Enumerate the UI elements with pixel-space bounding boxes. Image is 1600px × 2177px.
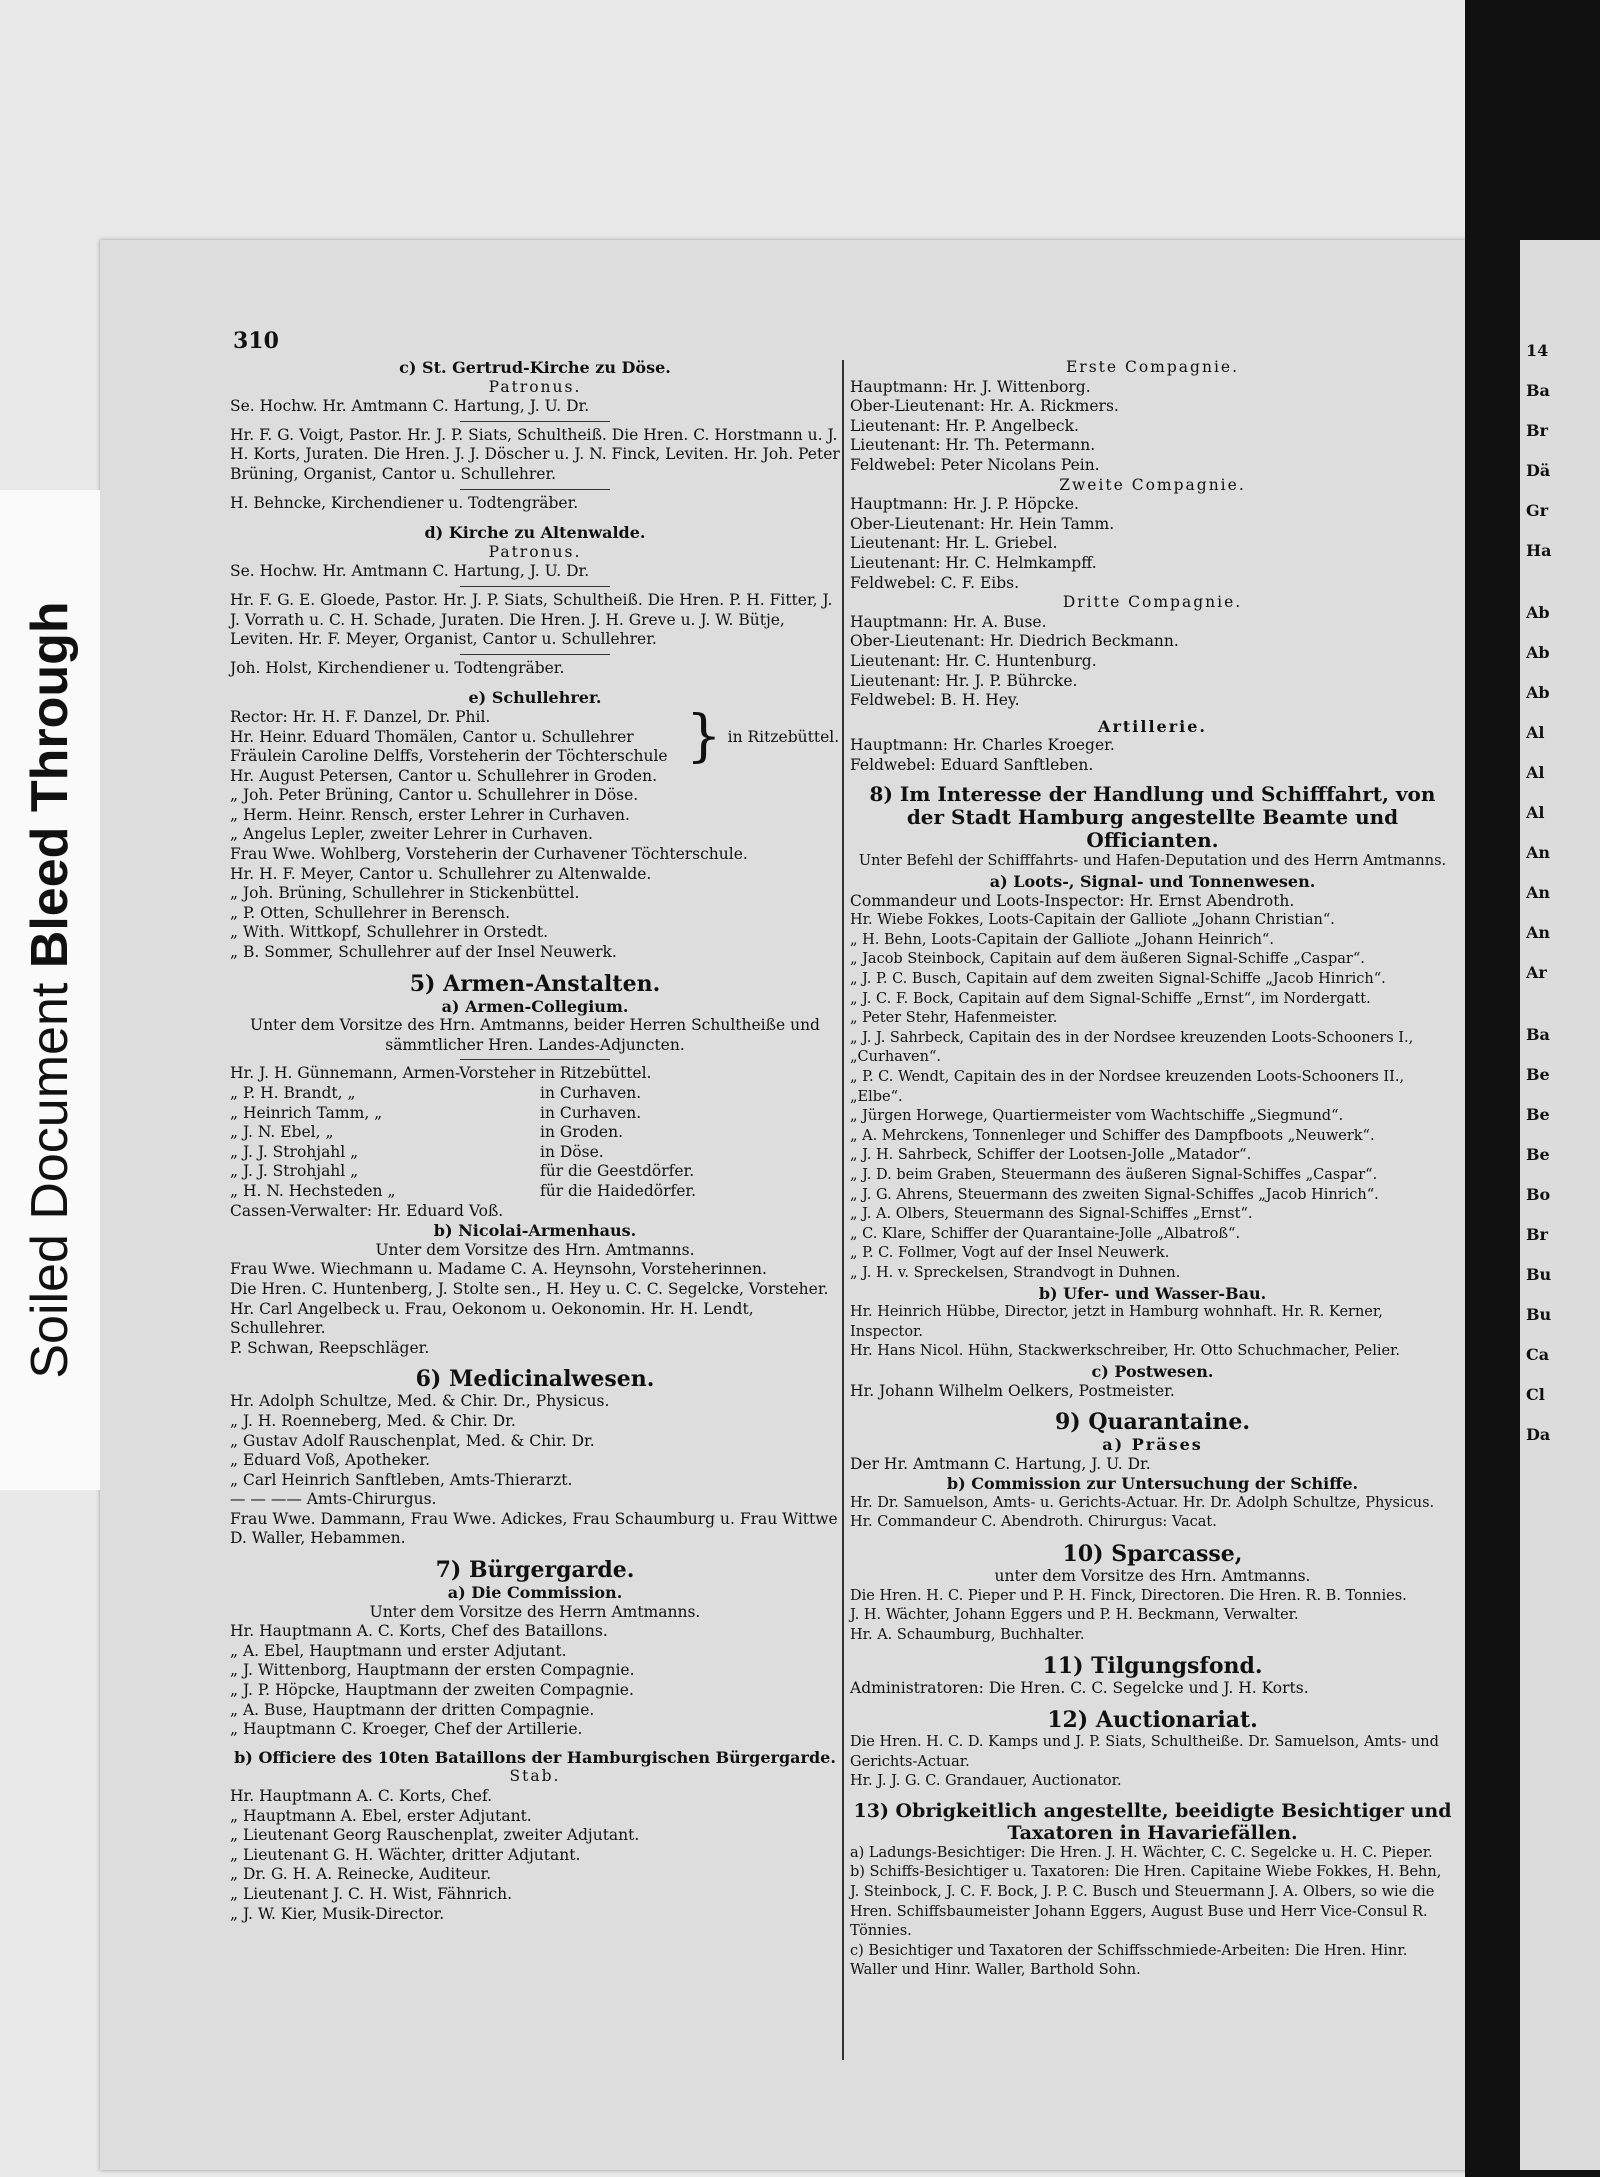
teacher-line: Hr. Heinr. Eduard Thomälen, Cantor u. Schullehrer — [230, 727, 634, 746]
list-item: Hauptmann: Hr. A. Buse. — [850, 612, 1047, 631]
heading-auction: 12) Auctionariat. — [1047, 1707, 1258, 1734]
heading-officers: b) Officiere des 10ten Bataillons der Hamburgischen Bürgergarde. — [234, 1747, 836, 1767]
church-servant-line: H. Behncke, Kirchendiener u. Todtengräber. — [230, 493, 579, 512]
savings-intro: unter dem Vorsitze des Hrn. Amtmanns. — [994, 1567, 1311, 1586]
nicolai-intro: Unter dem Vorsitze des Hrn. Amtmanns. — [375, 1240, 695, 1259]
warden-name: „ H. N. Hechsteden „ — [230, 1181, 396, 1200]
warden-name: „ P. H. Brandt, „ — [230, 1084, 356, 1102]
warden-place: in Döse. — [540, 1142, 604, 1161]
post-line: Hr. Johann Wilhelm Oelkers, Postmeister. — [850, 1381, 1175, 1400]
auction-list — [850, 1733, 1455, 1792]
shore-list — [850, 1303, 1455, 1362]
ship-commission-list — [850, 1494, 1455, 1533]
list-item: Feldwebel: Eduard Sanftleben. — [850, 755, 1094, 774]
facing-page-text: Bo — [1526, 1185, 1551, 1204]
warden-name: „ J. J. Strohjahl „ — [230, 1142, 359, 1161]
list-item: „ J. P. C. Busch, Capitain auf dem zweiten Signal-Schiffe „Jacob Hinrich“. — [850, 971, 1386, 988]
sinking-fund-line: Administratoren: Die Hren. C. C. Segelcke und J. H. Korts. — [850, 1679, 1309, 1698]
poor-college-intro: Unter dem Vorsitze des Hrn. Amtmanns, beider Herren Schultheiße und sämmtlicher Hren. Landes-Adjuncten. — [250, 1016, 820, 1054]
list-item: Die Hren. H. C. Pieper und P. H. Finck, Directoren. Die Hren. R. B. Tonnies. — [850, 1587, 1407, 1604]
heading-gertrud-church: c) St. Gertrud-Kirche zu Döse. — [399, 358, 671, 377]
facing-page-text: Ha — [1526, 541, 1552, 560]
list-item: „ Jürgen Horwege, Quartiermeister vom Wachtschiffe „Siegmund“. — [850, 1108, 1344, 1125]
warden-name: Hr. J. H. Günnemann, Armen-Vorsteher — [230, 1064, 536, 1083]
table-row — [230, 1123, 840, 1143]
divider — [460, 1059, 610, 1060]
facing-page-text: Cl — [1526, 1385, 1545, 1404]
list-item: „ J. H. Sahrbeck, Schiffer der Lootsen-Jolle „Matador“. — [850, 1147, 1252, 1164]
warden-place: in Curhaven. — [540, 1084, 642, 1102]
list-item: „ Dr. G. H. A. Reinecke, Auditeur. — [230, 1865, 492, 1884]
heading-school-teachers: e) Schullehrer. — [468, 688, 602, 708]
heading-shore-water: b) Ufer- und Wasser-Bau. — [1038, 1283, 1267, 1303]
list-item: „ A. Ebel, Hauptmann und erster Adjutant. — [230, 1641, 567, 1660]
facing-page-text: Bu — [1526, 1305, 1552, 1324]
list-item: Lieutenant: Hr. C. Helmkampff. — [850, 553, 1097, 572]
warden-name: „ Heinrich Tamm, „ — [230, 1103, 383, 1122]
list-item: Lieutenant: Hr. J. P. Bührcke. — [850, 671, 1078, 690]
teacher-line: Frau Wwe. Wohlberg, Vorsteherin der Curhavener Töchterschule. — [230, 845, 748, 864]
warden-place: für die Geestdörfer. — [540, 1162, 695, 1181]
heading-post: c) Postwesen. — [1091, 1361, 1214, 1381]
list-item: „ Gustav Adolf Rauschenplat, Med. & Chir. Dr. — [230, 1431, 595, 1450]
list-item: „ J. P. Höpcke, Hauptmann der zweiten Compagnie. — [230, 1681, 634, 1700]
teacher-bracket-lines — [230, 708, 680, 767]
facing-page-text: Ab — [1526, 683, 1550, 702]
savings-list — [850, 1587, 1455, 1646]
facing-page-text: Be — [1526, 1105, 1550, 1124]
warden-place: in Ritzebüttel. — [540, 1064, 652, 1083]
heading-civic-guard: 7) Bürgergarde. — [435, 1557, 635, 1584]
facing-page-text: Ab — [1526, 603, 1550, 622]
praeses-line: Der Hr. Amtmann C. Hartung, J. U. Dr. — [850, 1454, 1151, 1473]
list-item: Hr. Carl Angelbeck u. Frau, Oekonom u. Oekonomin. Hr. H. Lendt, Schullehrer. — [230, 1299, 754, 1338]
list-item: — — —— Amts-Chirurgus. — [230, 1490, 437, 1509]
list-item: „ J. A. Olbers, Steuermann des Signal-Schiffes „Ernst“. — [850, 1206, 1253, 1223]
facing-page-text: Ar — [1526, 963, 1547, 982]
list-item: Frau Wwe. Wiechmann u. Madame C. A. Heynsohn, Vorsteherinnen. — [230, 1260, 767, 1279]
facing-page-text: Be — [1526, 1145, 1550, 1164]
heading-pilots: a) Loots-, Signal- und Tonnenwesen. — [989, 872, 1316, 892]
trade-intro: Unter Befehl der Schifffahrts- und Hafen-Deputation und des Herrn Amtmanns. — [858, 853, 1447, 870]
facing-page-text: An — [1526, 923, 1551, 942]
list-item: Hauptmann: Hr. J. P. Höpcke. — [850, 495, 1079, 514]
list-item: „ A. Mehrckens, Tonnenleger und Schiffer des Dampfboots „Neuwerk“. — [850, 1127, 1375, 1144]
teacher-line: Rector: Hr. H. F. Danzel, Dr. Phil. — [230, 707, 491, 726]
teacher-line: Hr. August Petersen, Cantor u. Schullehrer in Groden. — [230, 766, 658, 785]
list-item: Ober-Lieutenant: Hr. Diedrich Beckmann. — [850, 632, 1179, 651]
first-company-list — [850, 378, 1455, 476]
list-item: „ J. Wittenborg, Hauptmann der ersten Compagnie. — [230, 1661, 635, 1680]
teacher-line: Fräulein Caroline Delffs, Vorsteherin der Töchterschule — [230, 747, 668, 766]
heading-commission: a) Die Commission. — [447, 1583, 623, 1603]
teacher-bracket-group — [230, 704, 840, 770]
heading-quarantine: 9) Quarantaine. — [1054, 1409, 1251, 1436]
list-item: „ J. G. Ahrens, Steuermann des zweiten Signal-Schiffes „Jacob Hinrich“. — [850, 1186, 1379, 1203]
teacher-line: „ P. Otten, Schullehrer in Berensch. — [230, 903, 511, 922]
list-item: „ J. W. Kier, Musik-Director. — [230, 1904, 445, 1923]
left-column — [230, 358, 840, 1924]
heading-poor-college: a) Armen-Collegium. — [441, 996, 629, 1016]
list-item: „ Lieutenant Georg Rauschenplat, zweiter Adjutant. — [230, 1826, 640, 1845]
teacher-line: „ Joh. Peter Brüning, Cantor u. Schullehrer in Döse. — [230, 786, 639, 805]
heading-inspectors: 13) Obrigkeitlich angestellte, beeidigte Besichtiger und Taxatoren in Havariefällen. — [853, 1799, 1452, 1844]
table-row — [230, 1162, 840, 1182]
list-item: „ H. Behn, Loots-Capitain der Galliote „Johann Heinrich“. — [850, 931, 1274, 948]
list-item: „ Peter Stehr, Hafenmeister. — [850, 1010, 1058, 1027]
condition-text — [20, 601, 80, 1378]
list-item: Hr. J. J. G. C. Grandauer, Auctionator. — [850, 1773, 1122, 1790]
list-item: „ J. H. v. Spreckelsen, Strandvogt in Duhnen. — [850, 1264, 1181, 1281]
list-item: Die Hren. C. Huntenberg, J. Stolte sen., H. Hey u. C. C. Segelcke, Vorsteher. — [230, 1279, 829, 1298]
list-item: Hr. Commandeur C. Abendroth. Chirurgus: Vacat. — [850, 1514, 1217, 1531]
heading-artillery: Artillerie. — [1098, 716, 1207, 736]
heading-trade-shipping: 8) Im Interesse der Handlung und Schifffahrt, von der Stadt Hamburg angestellte Beamte und Officianten. — [869, 782, 1436, 853]
list-item: Ober-Lieutenant: Hr. Hein Tamm. — [850, 514, 1115, 533]
facing-page-text: Dä — [1526, 461, 1551, 480]
commission-list — [230, 1622, 840, 1740]
teacher-line: „ B. Sommer, Schullehrer auf der Insel Neuwerk. — [230, 943, 617, 962]
heading-poor-institutions: 5) Armen-Anstalten. — [409, 970, 661, 997]
list-item: Lieutenant: Hr. P. Angelbeck. — [850, 416, 1079, 435]
list-item: Lieutenant: Hr. L. Griebel. — [850, 534, 1058, 553]
facing-page-text: Al — [1526, 803, 1545, 822]
list-item: Hr. Dr. Samuelson, Amts- u. Gerichts-Actuar. Hr. Dr. Adolph Schultze, Physicus. — [850, 1494, 1435, 1511]
list-item: a) Ladungs-Besichtiger: Die Hren. J. H. Wächter, C. C. Segelcke u. H. C. Pieper. — [850, 1844, 1433, 1861]
artillery-list — [850, 736, 1455, 775]
divider — [460, 654, 610, 655]
list-item: Feldwebel: B. H. Hey. — [850, 691, 1020, 710]
condition-label-bleed: Bleed Through — [21, 601, 79, 969]
divider — [460, 489, 610, 490]
facing-page-text: Bu — [1526, 1265, 1552, 1284]
list-item: „ Hauptmann A. Ebel, erster Adjutant. — [230, 1806, 532, 1825]
list-item: Hr. Heinrich Hübbe, Director, jetzt in Hamburg wohnhaft. Hr. R. Kerner, Inspector. — [850, 1304, 1383, 1340]
inspector-list — [850, 1844, 1455, 1981]
commander-line: Commandeur und Loots-Inspector: Hr. Ernst Abendroth. — [850, 891, 1295, 910]
poor-wardens-table — [230, 1064, 840, 1201]
list-item: „ Eduard Voß, Apotheker. — [230, 1451, 431, 1470]
list-item: Hr. Hauptmann A. C. Korts, Chef des Bataillons. — [230, 1622, 608, 1641]
document-condition-label — [0, 490, 100, 1490]
list-item: Hauptmann: Hr. J. Wittenborg. — [850, 377, 1091, 396]
list-item: Feldwebel: Peter Nicolans Pein. — [850, 455, 1100, 474]
nicolai-list — [230, 1260, 840, 1358]
facing-page-text: Al — [1526, 763, 1545, 782]
teacher-list — [230, 767, 840, 963]
list-item: „ J. J. Sahrbeck, Capitain des in der Nordsee kreuzenden Loots-Schooners I., „Curhaven“. — [850, 1029, 1414, 1066]
list-item: J. H. Wächter, Johann Eggers und P. H. Beckmann, Verwalter. — [850, 1607, 1299, 1624]
list-item: Hr. Hans Nicol. Hühn, Stackwerkschreiber, Hr. Otto Schuchmacher, Pelier. — [850, 1343, 1401, 1360]
list-item: „ A. Buse, Hauptmann der dritten Compagnie. — [230, 1700, 595, 1719]
list-item: „ P. C. Follmer, Vogt auf der Insel Neuwerk. — [850, 1245, 1170, 1262]
table-row — [230, 1064, 840, 1084]
table-row — [230, 1084, 840, 1104]
table-row — [230, 1182, 840, 1202]
column-divider — [842, 360, 844, 2060]
teacher-line: Hr. H. F. Meyer, Cantor u. Schullehrer zu Altenwalde. — [230, 864, 652, 883]
list-item: c) Besichtiger und Taxatoren der Schiffsschmiede-Arbeiten: Die Hren. Hinr. Waller und Hinr. Waller, Barthold Sohn. — [850, 1942, 1408, 1979]
heading-altenwalde-church: d) Kirche zu Altenwalde. — [424, 523, 646, 543]
facing-page-text: 14 — [1526, 341, 1549, 360]
list-item: „ J. C. F. Bock, Capitain auf dem Signal-Schiffe „Ernst“, im Nordergatt. — [850, 990, 1371, 1007]
list-item: Hr. A. Schaumburg, Buchhalter. — [850, 1626, 1085, 1643]
heading-ship-commission: b) Commission zur Untersuchung der Schiffe. — [946, 1474, 1359, 1494]
patronus-label: Patronus. — [488, 377, 582, 396]
heading-praeses: a) Präses — [1102, 1435, 1203, 1455]
heading-nicolai-poorhouse: b) Nicolai-Armenhaus. — [433, 1221, 637, 1241]
list-item: Hr. Wiebe Fokkes, Loots-Capitain der Galliote „Johann Christian“. — [850, 912, 1335, 929]
facing-page-text: Al — [1526, 723, 1545, 742]
brace-glyph: } — [686, 704, 722, 770]
list-item: „ Jacob Steinbock, Capitain auf dem äußeren Signal-Schiffe „Caspar“. — [850, 951, 1365, 968]
heading-third-company: Dritte Compagnie. — [1062, 593, 1243, 612]
facing-page-text: Gr — [1526, 501, 1549, 520]
facing-page-text: An — [1526, 843, 1551, 862]
facing-page-text: Ba — [1526, 1025, 1550, 1044]
facing-page-text: Br — [1526, 1225, 1548, 1244]
list-item: „ Lieutenant G. H. Wächter, dritter Adjutant. — [230, 1845, 581, 1864]
patron-line: Se. Hochw. Hr. Amtmann C. Hartung, J. U. Dr. — [230, 562, 590, 581]
list-item: Die Hren. H. C. D. Kamps und J. P. Siats, Schultheiße. Dr. Samuelson, Amts- und Gerichts-Actuar. — [850, 1734, 1439, 1770]
list-item: „ Hauptmann C. Kroeger, Chef der Artillerie. — [230, 1720, 583, 1739]
teacher-line: „ Angelus Lepler, zweiter Lehrer in Curhaven. — [230, 825, 593, 844]
list-item: „ J. D. beim Graben, Steuermann des äußeren Signal-Schiffes „Caspar“. — [850, 1166, 1378, 1183]
divider — [460, 586, 610, 587]
warden-place: für die Haidedörfer. — [540, 1181, 697, 1200]
list-item: Lieutenant: Hr. Th. Petermann. — [850, 436, 1096, 455]
facing-page-text: An — [1526, 883, 1551, 902]
patron-line: Se. Hochw. Hr. Amtmann C. Hartung, J. U. Dr. — [230, 397, 590, 416]
table-row — [230, 1143, 840, 1163]
officer-list — [230, 1787, 840, 1924]
church-staff-text: Hr. F. G. Voigt, Pastor. Hr. J. P. Siats, Schultheiß. Die Hren. C. Horstmann u. J. H. Korts, Juraten. Die Hren. J. J. Döscher u. J. N. Finck, Leviten. Hr. Joh. Peter Brüning, Organist, Cantor u. Schullehrer. — [230, 425, 840, 483]
medical-list — [230, 1392, 840, 1549]
facing-page-fragment — [1520, 240, 1600, 2170]
warden-place: in Curhaven. — [540, 1103, 642, 1122]
list-item: Frau Wwe. Dammann, Frau Wwe. Adickes, Frau Schaumburg u. Frau Wittwe D. Waller, Hebammen. — [230, 1509, 838, 1548]
warden-place: in Groden. — [540, 1123, 623, 1142]
right-column — [850, 358, 1455, 1981]
list-item: „ C. Klare, Schiffer der Quarantaine-Jolle „Albatroß“. — [850, 1225, 1241, 1242]
list-item: b) Schiffs-Besichtiger u. Taxatoren: Die Hren. Capitaine Wiebe Fokkes, H. Behn, J. Steinbock, J. C. F. Bock, J. P. C. Busch und Steuermann J. A. Olbers, so wie die Hren. Schiffsbaumeister Johann Eggers, August Buse und Herr Vice-Consul R. Tönnies. — [850, 1864, 1442, 1940]
list-item: „ P. C. Wendt, Capitain des in der Nordsee kreuzenden Loots-Schooners II., „Elbe“. — [850, 1069, 1405, 1105]
warden-name: „ J. J. Strohjahl „ — [230, 1162, 359, 1181]
heading-medical: 6) Medicinalwesen. — [415, 1366, 655, 1393]
divider — [460, 421, 610, 422]
third-company-list — [850, 613, 1455, 711]
heading-first-company: Erste Compagnie. — [1065, 358, 1240, 376]
list-item: „ Lieutenant J. C. H. Wist, Fähnrich. — [230, 1884, 513, 1903]
church-servant-line: Joh. Holst, Kirchendiener u. Todtengräber. — [230, 658, 565, 677]
list-item: Hr. Adolph Schultze, Med. & Chir. Dr., Physicus. — [230, 1392, 610, 1411]
list-item: Hr. Hauptmann A. C. Korts, Chef. — [230, 1787, 493, 1805]
patronus-label: Patronus. — [488, 542, 582, 561]
list-item: Hauptmann: Hr. Charles Kroeger. — [850, 736, 1115, 755]
teacher-line: „ Herm. Heinr. Rensch, erster Lehrer in Curhaven. — [230, 805, 630, 824]
church-staff-text: Hr. F. G. E. Gloede, Pastor. Hr. J. P. Siats, Schultheiß. Die Hren. P. H. Fitter, J. J. Vorrath u. C. H. Schade, Juraten. Die Hren. J. H. Greve u. J. W. Bütje, Leviten. Hr. F. Meyer, Organist, Cantor u. Schullehrer. — [230, 590, 833, 649]
commission-intro: Unter dem Vorsitze des Herrn Amtmanns. — [369, 1602, 701, 1621]
list-item: P. Schwan, Reepschläger. — [230, 1338, 430, 1357]
list-item: „ J. H. Roenneberg, Med. & Chir. Dr. — [230, 1411, 516, 1430]
table-row — [230, 1104, 840, 1124]
warden-name: „ J. N. Ebel, „ — [230, 1123, 334, 1142]
facing-page-text: Be — [1526, 1065, 1550, 1084]
list-item: „ Carl Heinrich Sanftleben, Amts-Thierarzt. — [230, 1470, 573, 1489]
bracket-place: in Ritzebüttel. — [727, 727, 840, 746]
list-item: Ober-Lieutenant: Hr. A. Rickmers. — [850, 397, 1119, 416]
condition-label-soiled: Soiled Document — [21, 982, 79, 1379]
facing-page-text: Ab — [1526, 643, 1550, 662]
cassier-line: Cassen-Verwalter: Hr. Eduard Voß. — [230, 1201, 504, 1220]
facing-page-text: Br — [1526, 421, 1548, 440]
facing-page-text: Ba — [1526, 381, 1550, 400]
heading-sinking-fund: 11) Tilgungsfond. — [1042, 1653, 1263, 1680]
heading-savings-bank: 10) Sparcasse, — [1062, 1541, 1243, 1568]
facing-page-text: Ca — [1526, 1345, 1550, 1364]
list-item: Lieutenant: Hr. C. Huntenburg. — [850, 651, 1097, 670]
facing-page-text: Da — [1526, 1425, 1551, 1444]
staff-label: Stab. — [509, 1767, 561, 1786]
teacher-line: „ With. Wittkopf, Schullehrer in Orstedt. — [230, 923, 549, 942]
second-company-list — [850, 495, 1455, 593]
list-item: Feldwebel: C. F. Eibs. — [850, 573, 1020, 592]
pilot-list — [850, 911, 1455, 1283]
teacher-line: „ Joh. Brüning, Schullehrer in Stickenbüttel. — [230, 884, 580, 903]
page-number: 310 — [233, 328, 279, 354]
heading-second-company: Zweite Compagnie. — [1059, 475, 1246, 494]
